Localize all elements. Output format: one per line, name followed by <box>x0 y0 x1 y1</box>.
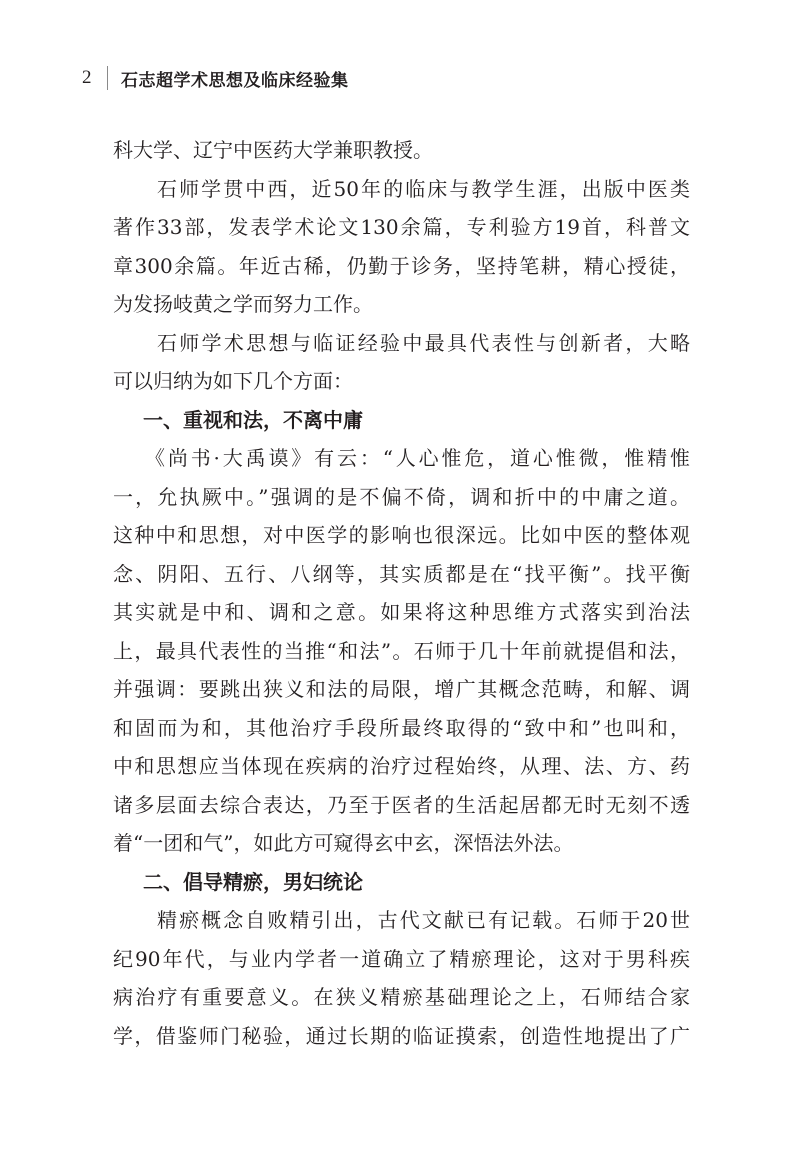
text-line: 可以归纳为如下几个方面： <box>113 369 353 393</box>
header-divider <box>107 66 108 90</box>
text-line: 这种中和思想，对中医学的影响也很深远。比如中医的整体观 <box>113 523 690 547</box>
text-line: 病治疗有重要意义。在狭义精瘀基础理论之上，石师结合家 <box>113 985 690 1009</box>
section-heading: 一、重视和法，不离中庸 <box>143 407 363 432</box>
text-line: 石师学贯中西，近50年的临床与教学生涯，出版中医类 <box>157 176 690 201</box>
text-line: 精瘀概念自败精引出，古代文献已有记载。石师于20世 <box>157 908 690 932</box>
text-line: 著作33部，发表学术论文130余篇，专利验方19首，科普文 <box>113 215 690 239</box>
text-line: 石师学术思想与临证经验中最具代表性与创新者，大略 <box>157 330 690 355</box>
text-line: 诸多层面去综合表达，乃至于医者的生活起居都无时无刻不透 <box>113 792 690 817</box>
text-line: 纪90年代，与业内学者一道确立了精瘀理论，这对于男科疾 <box>113 946 690 971</box>
text-line: 着“一团和气”，如此方可窥得玄中玄，深悟法外法。 <box>113 831 574 855</box>
section-heading: 二、倡导精瘀，男妇统论 <box>143 869 363 894</box>
text-line: 一，允执厥中。”强调的是不偏不倚，调和折中的中庸之道。 <box>113 484 690 509</box>
text-line: 和固而为和，其他治疗手段所最终取得的“致中和”也叫和， <box>113 715 690 740</box>
book-title: 石志超学术思想及临床经验集 <box>121 70 349 91</box>
text-line: 为发扬岐黄之学而努力工作。 <box>113 292 373 316</box>
text-line: 念、阴阳、五行、八纲等，其实质都是在“找平衡”。找平衡 <box>113 561 690 586</box>
text-line: 科大学、辽宁中医药大学兼职教授。 <box>113 138 433 162</box>
text-line: 并强调：要跳出狭义和法的局限，增广其概念范畴，和解、调 <box>113 677 690 701</box>
text-line: 其实就是中和、调和之意。如果将这种思维方式落实到治法 <box>113 600 690 624</box>
text-line: 章300余篇。年近古稀，仍勤于诊务，坚持笔耕，精心授徒， <box>113 253 690 278</box>
body-text <box>113 131 690 1055</box>
text-line: 中和思想应当体现在疾病的治疗过程始终，从理、法、方、药 <box>113 754 690 778</box>
running-header <box>82 64 349 92</box>
text-line: 《尚书·大禹谟》有云：“人心惟危，道心惟微，惟精惟 <box>145 446 690 470</box>
page-number: 2 <box>82 67 92 88</box>
text-line: 上，最具代表性的当推“和法”。石师于几十年前就提倡和法， <box>113 638 690 663</box>
text-line: 学，借鉴师门秘验，通过长期的临证摸索，创造性地提出了广 <box>113 1023 690 1048</box>
